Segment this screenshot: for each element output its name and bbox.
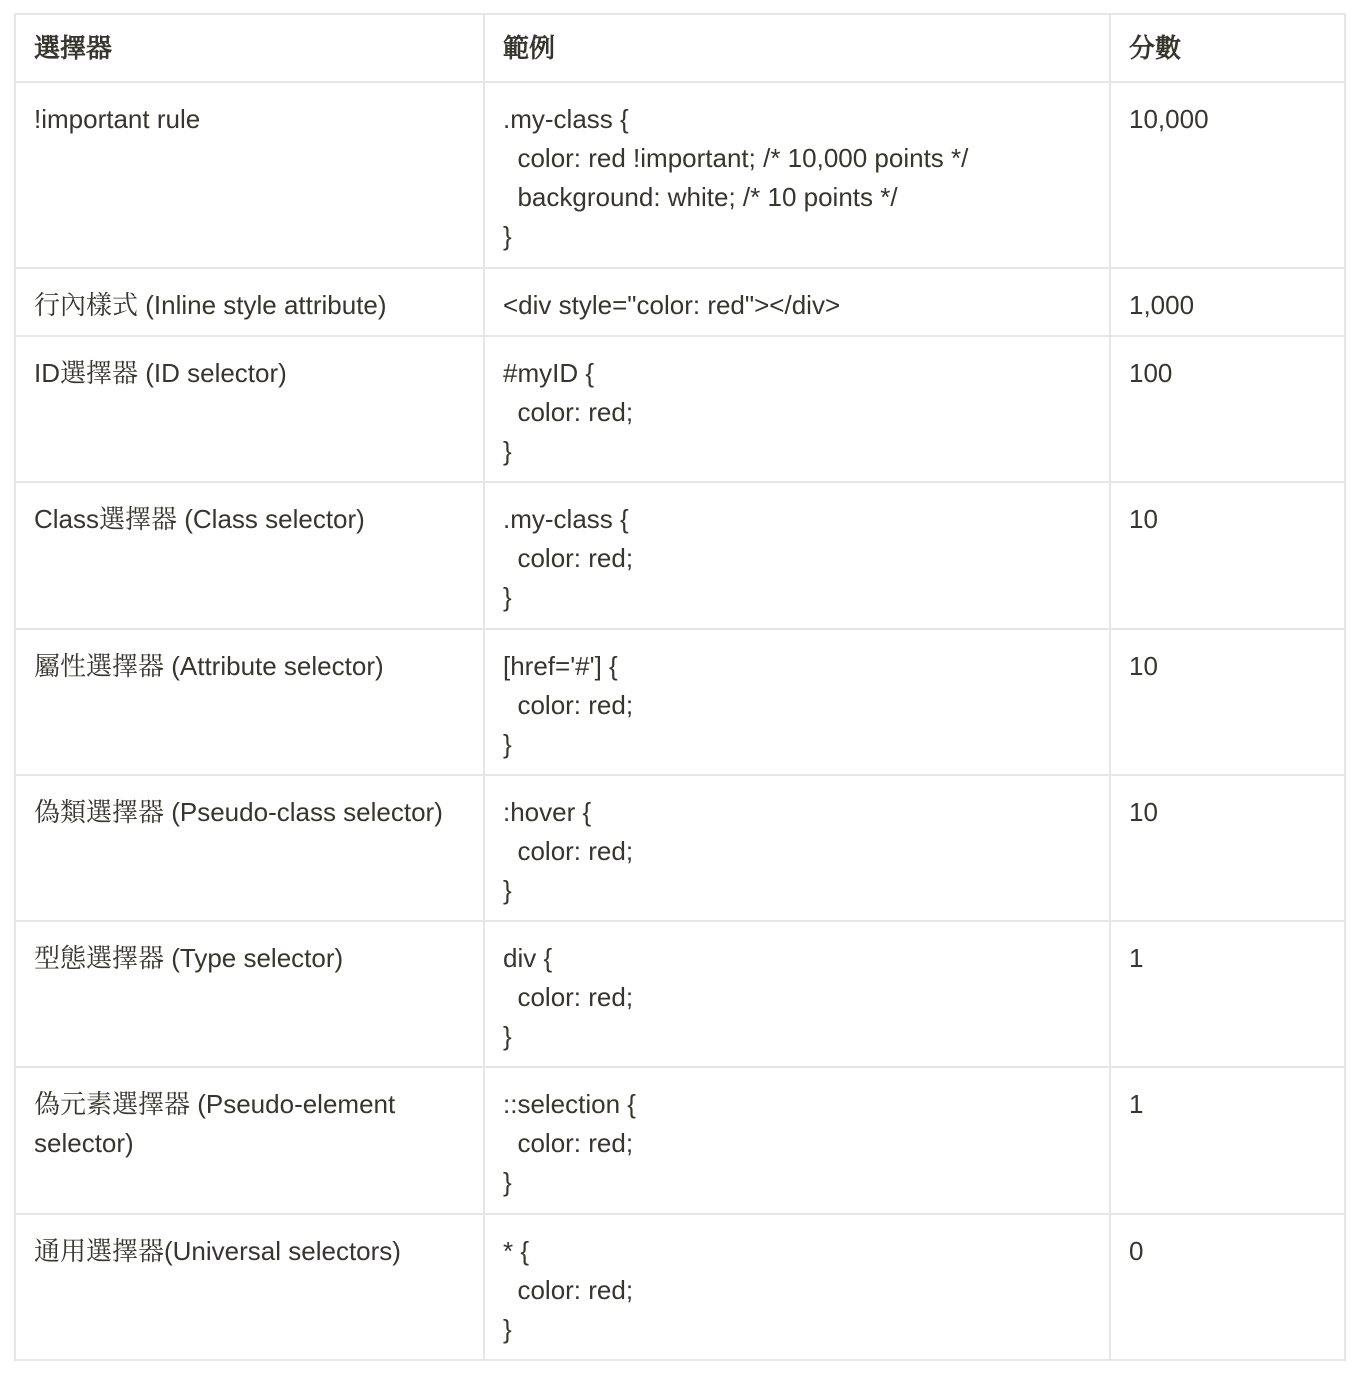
example-cell: div { color: red; } — [484, 921, 1110, 1067]
table-body — [15, 82, 1345, 1360]
table-row — [15, 1214, 1345, 1360]
table-row — [15, 1067, 1345, 1214]
score-cell: 10 — [1110, 629, 1345, 775]
selector-cell: 偽類選擇器 (Pseudo-class selector) — [15, 775, 484, 921]
score-cell: 1 — [1110, 921, 1345, 1067]
example-cell: ::selection { color: red; } — [484, 1067, 1110, 1214]
table-header-row — [15, 14, 1345, 82]
selector-cell: 屬性選擇器 (Attribute selector) — [15, 629, 484, 775]
example-cell: <div style="color: red"></div> — [484, 268, 1110, 336]
header-score: 分數 — [1110, 14, 1345, 82]
selector-cell: Class選擇器 (Class selector) — [15, 482, 484, 629]
table-row — [15, 629, 1345, 775]
score-cell: 100 — [1110, 336, 1345, 482]
score-cell: 10 — [1110, 775, 1345, 921]
header-example: 範例 — [484, 14, 1110, 82]
selector-cell: !important rule — [15, 82, 484, 268]
score-cell: 10 — [1110, 482, 1345, 629]
selector-cell: 通用選擇器(Universal selectors) — [15, 1214, 484, 1360]
table-row — [15, 775, 1345, 921]
score-cell: 1,000 — [1110, 268, 1345, 336]
table-row — [15, 82, 1345, 268]
score-cell: 1 — [1110, 1067, 1345, 1214]
table-row — [15, 921, 1345, 1067]
example-cell: :hover { color: red; } — [484, 775, 1110, 921]
table-row — [15, 336, 1345, 482]
example-cell: .my-class { color: red; } — [484, 482, 1110, 629]
header-selector: 選擇器 — [15, 14, 484, 82]
selector-cell: ID選擇器 (ID selector) — [15, 336, 484, 482]
table-row — [15, 482, 1345, 629]
example-cell: * { color: red; } — [484, 1214, 1110, 1360]
table-row — [15, 268, 1345, 336]
example-cell: #myID { color: red; } — [484, 336, 1110, 482]
selector-cell: 行內樣式 (Inline style attribute) — [15, 268, 484, 336]
example-cell: .my-class { color: red !important; /* 10,000 points */ background: white; /* 10 points */ } — [484, 82, 1110, 268]
specificity-table — [14, 13, 1346, 1361]
score-cell: 10,000 — [1110, 82, 1345, 268]
selector-cell: 偽元素選擇器 (Pseudo-element selector) — [15, 1067, 484, 1214]
selector-cell: 型態選擇器 (Type selector) — [15, 921, 484, 1067]
example-cell: [href='#'] { color: red; } — [484, 629, 1110, 775]
score-cell: 0 — [1110, 1214, 1345, 1360]
